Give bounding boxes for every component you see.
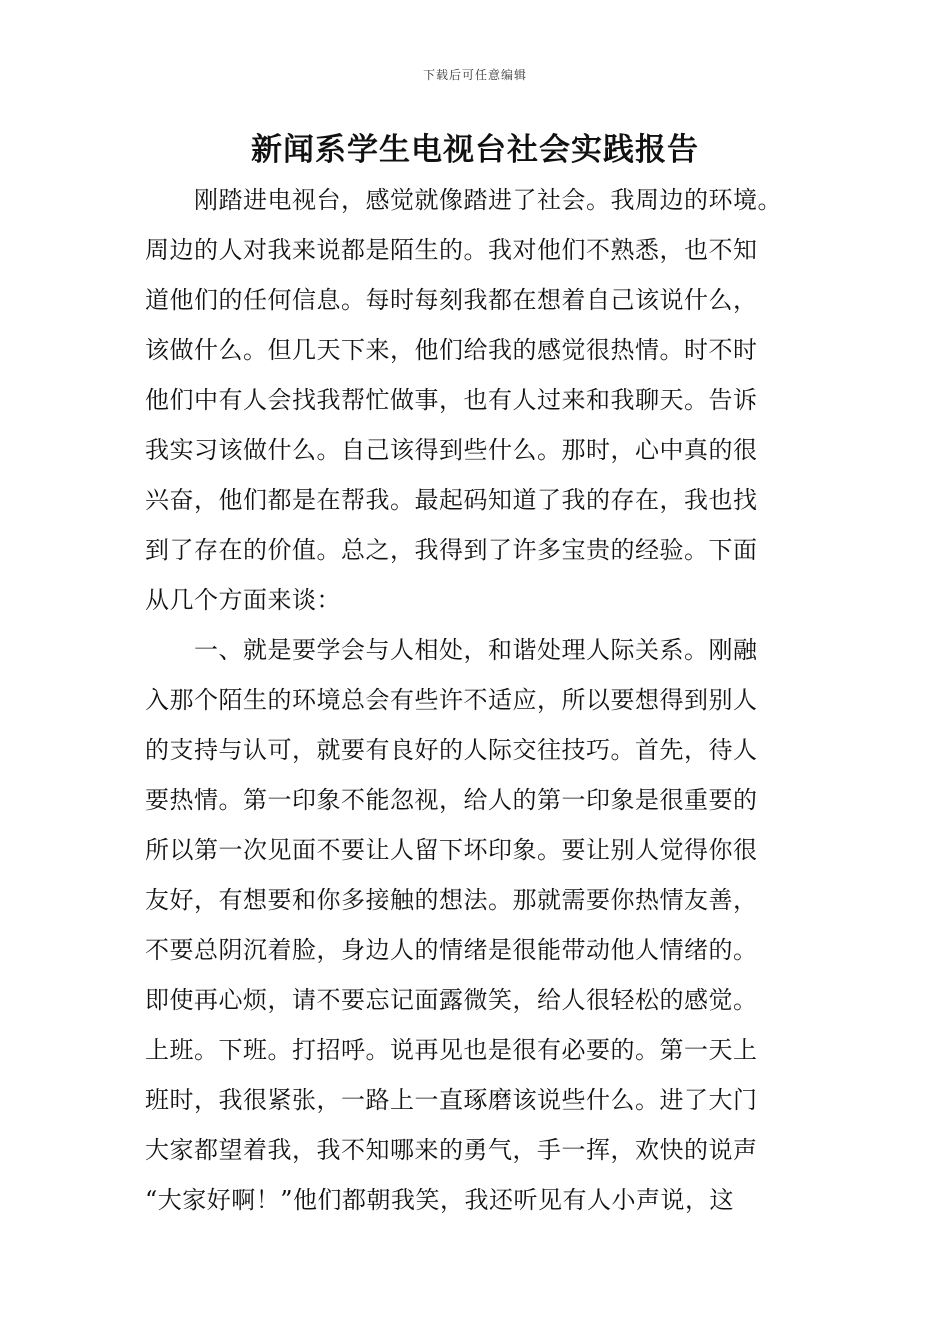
text-line: 上班。下班。打招呼。说再见也是很有必要的。第一天上 (145, 1036, 758, 1064)
text-line: 他们中有人会找我帮忙做事，也有人过来和我聊天。告诉 (145, 386, 758, 414)
text-line: 兴奋，他们都是在帮我。最起码知道了我的存在，我也找 (145, 486, 758, 514)
text-line: 即使再心烦，请不要忘记面露微笑，给人很轻松的感觉。 (145, 986, 758, 1014)
text-line: 的支持与认可，就要有良好的人际交往技巧。首先，待人 (145, 736, 758, 764)
text-line: 大家都望着我，我不知哪来的勇气，手一挥，欢快的说声 (145, 1136, 758, 1164)
text-line: 到了存在的价值。总之，我得到了许多宝贵的经验。下面 (145, 536, 758, 564)
header-note: 下载后可任意编辑 (422, 68, 527, 82)
text-line: 不要总阴沉着脸，身边人的情绪是很能带动他人情绪的。 (145, 936, 758, 964)
text-line: 班时，我很紧张，一路上一直琢磨该说些什么。进了大门 (145, 1086, 758, 1114)
document-title: 新闻系学生电视台社会实践报告 (251, 132, 699, 168)
text-line: 入那个陌生的环境总会有些许不适应，所以要想得到别人 (145, 686, 758, 714)
text-line: 我实习该做什么。自己该得到些什么。那时，心中真的很 (145, 436, 758, 464)
text-line: 一、就是要学会与人相处，和谐处理人际关系。刚融 (145, 636, 758, 664)
text-line: 该做什么。但几天下来，他们给我的感觉很热情。时不时 (145, 336, 758, 364)
text-line: 刚踏进电视台，感觉就像踏进了社会。我周边的环境。 (145, 186, 782, 214)
text-line: 道他们的任何信息。每时每刻我都在想着自己该说什么， (145, 286, 758, 314)
body-text (145, 175, 835, 1225)
text-line: 要热情。第一印象不能忽视，给人的第一印象是很重要的 (145, 786, 758, 814)
text-line: 友好，有想要和你多接触的想法。那就需要你热情友善， (145, 886, 758, 914)
text-line: 周边的人对我来说都是陌生的。我对他们不熟悉，也不知 (145, 236, 758, 264)
text-line: 从几个方面来谈： (145, 586, 341, 614)
text-line: 所以第一次见面不要让人留下坏印象。要让别人觉得你很 (145, 836, 758, 864)
text-line: “大家好啊！”他们都朝我笑，我还听见有人小声说，这 (145, 1186, 735, 1214)
